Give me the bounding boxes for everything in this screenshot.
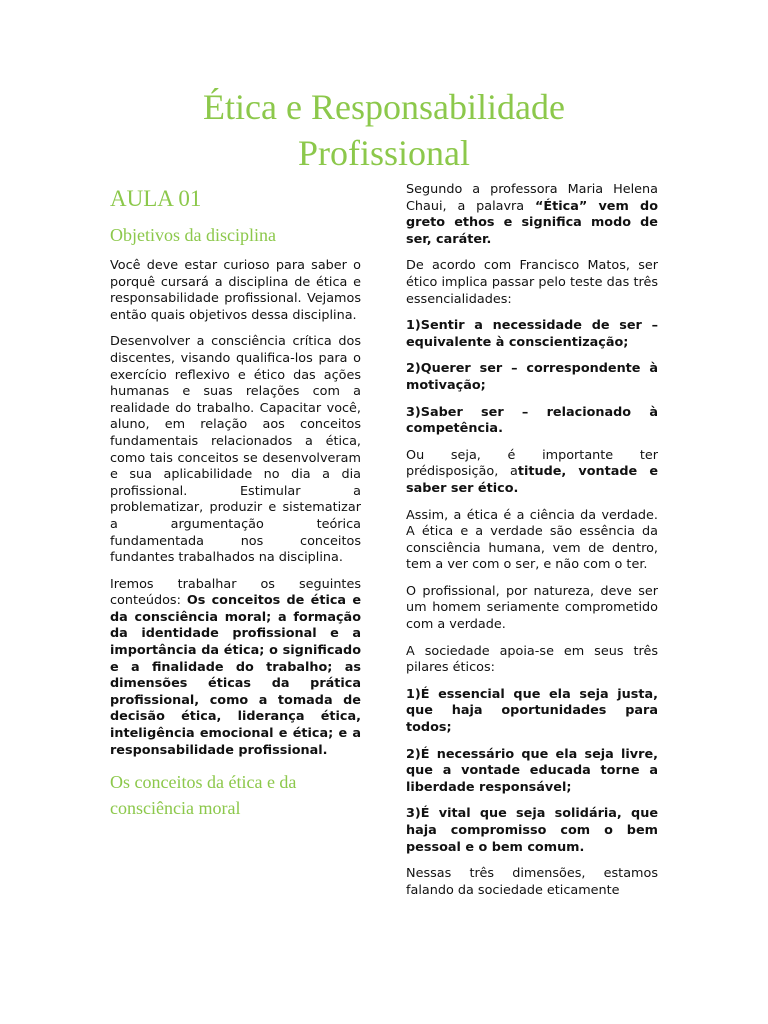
predisposition-paragraph [406, 448, 658, 498]
lesson-heading: AULA 01 [110, 186, 202, 211]
pillar-1-text: 1)É essencial que ela seja justa, que haja oportunidades para todos; [406, 686, 658, 736]
essentiality-1 [406, 318, 658, 351]
objectives-paragraph-1: Você deve estar curioso para saber o porquê cursará a disciplina de ética e responsabilidade profissional. Vejamos então quais objetivos dessa disciplina. [110, 258, 361, 323]
dimensions-paragraph: Nessas três dimensões, estamos falando da sociedade eticamente [406, 866, 658, 898]
chaui-intro: Segundo a professora Maria Helena Chaui, a palavra [406, 182, 658, 214]
truth-paragraph: Assim, a ética é a ciência da verdade. A ética e a verdade são essência da consciência humana, vem de dentro, tem a ver com o ser, e não com o ter. [406, 507, 658, 573]
objectives-heading: Objetivos da disciplina [110, 225, 276, 245]
pillars-paragraph: A sociedade apoia-se em seus três pilares éticos: [406, 643, 658, 676]
pillar-2 [406, 747, 658, 797]
objectives-paragraph-2: Desenvolver a consciência crítica dos discentes, visando qualifica-los para o exercício reflexivo e ético das ações humanas e suas relações com a realidade do trabalho. Capacitar você, aluno, em relação aos conceitos fundamentais relacionados a ética, como tais conceitos se desenvolveram e sua aplicabilidade no dia a dia profissional. Estimular a problematizar, produzir e sistematizar a argumentação teórica fundamentada nos conceitos fundantes trabalhados na disciplina. [110, 334, 361, 566]
matos-paragraph: De acordo com Francisco Matos, ser ético implica passar pelo teste das três essencialidades: [406, 258, 658, 307]
predisposition-bold: titude, vontade e saber ser ético. [406, 464, 659, 496]
essentiality-1-text: 1)Sentir a necessidade de ser – equivalente à conscientização; [406, 318, 658, 350]
right-column [406, 182, 658, 909]
essentiality-2-text: 2)Querer ser – correspondente à motivação; [406, 361, 658, 393]
pillar-3-text: 3)É vital que seja solidária, que haja compromisso com o bem pessoal e o bem comum. [406, 806, 658, 855]
essentiality-2 [406, 361, 658, 394]
title-line-1: Ética e Responsabilidade [203, 87, 565, 127]
chaui-paragraph [406, 182, 658, 248]
essentiality-3-text: 3)Saber ser – relacionado à competência. [406, 404, 658, 437]
document-title [60, 84, 708, 176]
professional-paragraph: O profissional, por natureza, deve ser um homem seriamente comprometido com a verdade. [406, 583, 658, 633]
contents-list: Os conceitos de ética e da consciência moral; a formação da identidade profissional e a importância da ética; o significado e a finalidade do trabalho; as dimensões éticas da prática profissional, como a tomada de decisão ética, liderança ética, inteligência emocional e ética; e a responsabilidade profissional. [110, 593, 362, 758]
predisposition-intro: Ou seja, é importante ter prédisposição, a [406, 447, 658, 480]
essentiality-3 [406, 405, 658, 438]
left-column [110, 184, 361, 831]
pillar-2-text: 2)É necessário que ela seja livre, que a vontade educada torne a liberdade responsável; [406, 746, 658, 795]
chaui-definition: “Ética” vem do greto ethos e significa modo de ser, caráter. [406, 198, 658, 247]
pillar-3 [406, 806, 658, 856]
title-line-2: Profissional [297, 133, 470, 173]
pillar-1 [406, 687, 658, 737]
contents-paragraph [110, 577, 361, 760]
contents-intro: Iremos trabalhar os seguintes conteúdos: [110, 576, 361, 609]
section-heading: Os conceitos da ética e da consciência moral [110, 772, 297, 819]
